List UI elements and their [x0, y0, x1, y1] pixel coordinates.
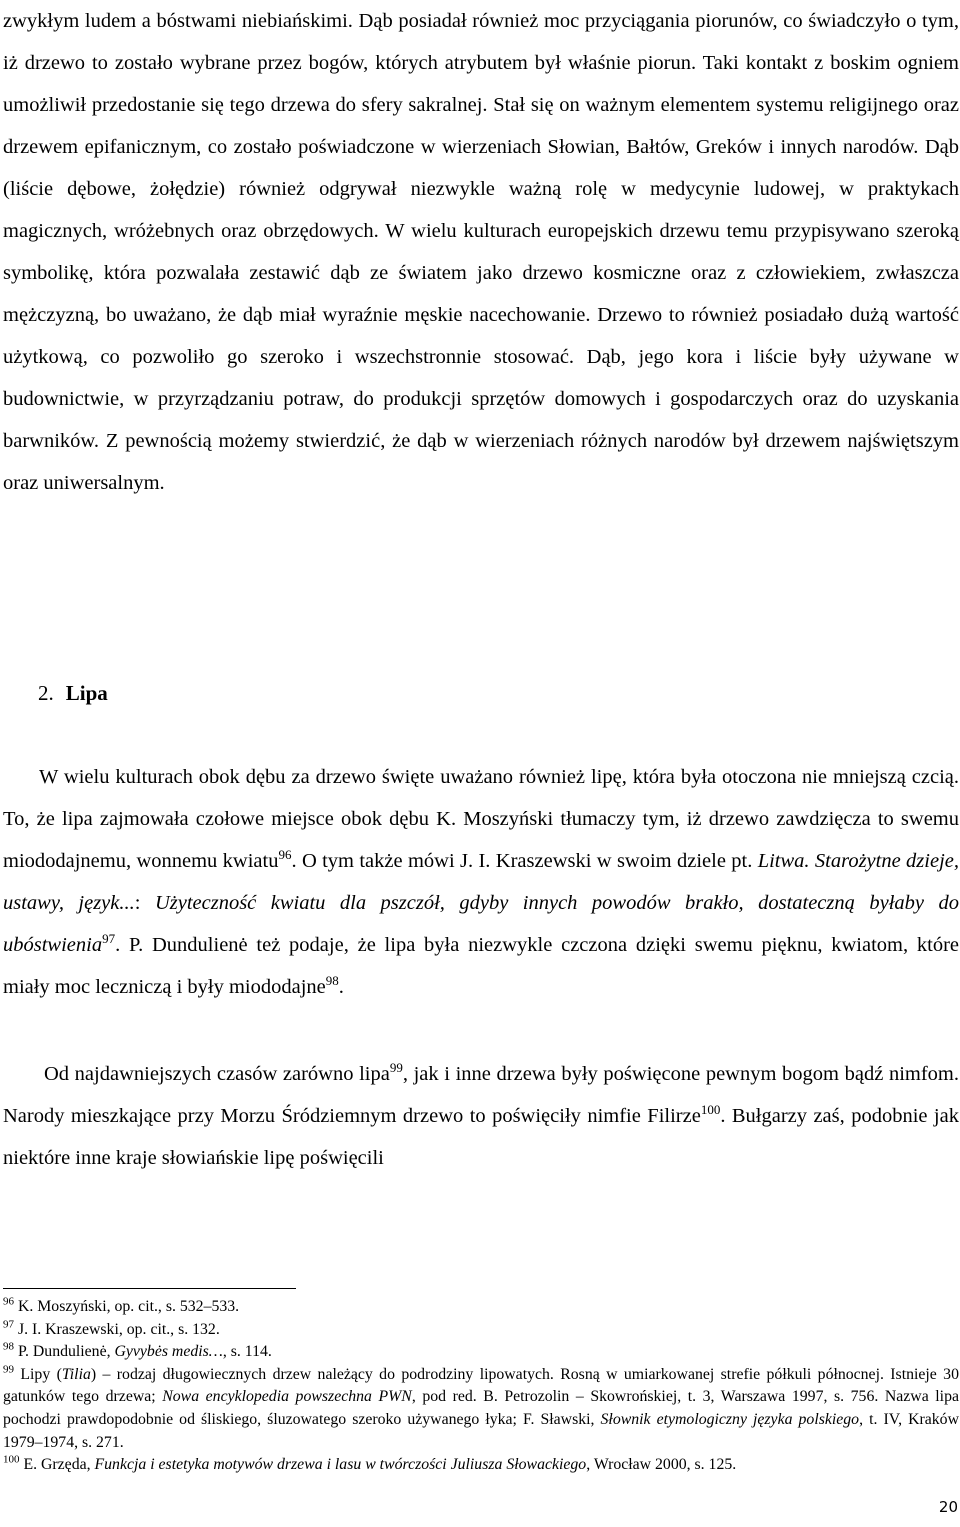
footnotes-section	[3, 1296, 959, 1477]
footnote-ref-98[interactable]: 98	[325, 973, 339, 989]
paragraph-linden-2	[3, 1053, 959, 1179]
text-run: .	[338, 976, 344, 998]
page-number: 20	[938, 1498, 958, 1516]
text-run: . O tym także mówi J. I. Kraszewski w swoim dziele pt.	[291, 850, 758, 872]
footnote-italic: Funkcja i estetyka motywów drzewa i lasu w twórczości Juliusza Słowackiego	[94, 1456, 587, 1474]
footnote-text: J. I. Kraszewski, op. cit., s. 132.	[14, 1320, 220, 1338]
text-run: , jak i inne drzewa były poświęcone pewnym bogom bądź nimfom. Narody mieszkające przy Morzu Śródziemnym drzewo to poświęciły nimfie Filirze	[3, 1063, 959, 1127]
footnote-italic: Słownik etymologiczny języka polskiego	[600, 1410, 860, 1428]
footnote-ref-96[interactable]: 96	[278, 847, 292, 863]
footnote-italic: Nowa encyklopedia powszechna PWN	[162, 1388, 412, 1406]
footnote-number: 100	[3, 1453, 20, 1466]
footnote-97	[3, 1319, 959, 1342]
footnote-100	[3, 1454, 959, 1477]
footnote-italic: Tilia	[61, 1365, 91, 1383]
footnote-text: E. Grzęda,	[19, 1456, 95, 1474]
paragraph-oak: zwykłym ludem a bóstwami niebiańskimi. Dąb posiadał również moc przyciągania piorunów, co świadczyło o tym, iż drzewo to zostało wybrane przez bogów, których atrybutem był właśnie piorun. Taki kontakt z boskim ogniem umożliwił przedostanie się tego drzewa do sfery sakralnej. Stał się on ważnym elementem systemu religijnego oraz drzewem epifanicznym, co zostało poświadczone w wierzeniach Słowian, Bałtów, Greków i innych narodów. Dąb (liście dębowe, żołędzie) również odgrywał niezwykle ważną rolę w medycynie ludowej, w praktykach magicznych, wróżebnych oraz obrzędowych. W wielu kulturach europejskich drzewu temu przypisywano szeroką symbolikę, która pozwalała zestawić dąb ze światem jako drzewo kosmiczne oraz z człowiekiem, zwłaszcza mężczyzną, bo uważano, że dąb miał wyraźnie męskie nacechowanie. Drzewo to również posiadało dużą wartość użytkową, co pozwoliło go szeroko i wszechstronnie stosować. Dąb, jego kora i liście były używane w budownictwie, w przyrządzaniu potraw, do produkcji sprzętów domowych i gospodarczych oraz do uzyskania barwników. Z pewnością możemy stwierdzić, że dąb w wierzeniach różnych narodów był drzewem najświętszym oraz uniwersalnym.	[3, 10, 959, 494]
footnote-number: 96	[3, 1295, 14, 1308]
footnote-text: , pod red. B. Petrozolin – Skowrońskiej, t. 3, Warszawa 1997, s. 756. Nazwa lipa pochodzi prawdopodobnie od śliskiego, śluzowatego szeroko używanego łyka; F. Sławski,	[3, 1388, 959, 1428]
footnote-text: ) – rodzaj długowiecznych drzew należący do podrodziny lipowatych. Rosną w umiarkowanej strefie półkuli północnej. Istnieje 30 gatunków tego drzewa;	[3, 1365, 959, 1406]
footnote-text: , Wrocław 2000, s. 125.	[586, 1456, 737, 1474]
text-run: W wielu kulturach obok dębu za drzewo święte uważano również lipę, która była otoczona nie mniejszą czcią. To, że lipa zajmowała czołowe miejsce obok dębu K. Moszyński tłumaczy tym, iż drzewo zawdzięcza to swemu miododajnemu, wonnemu kwiatu	[3, 766, 959, 872]
footnote-ref-99[interactable]: 99	[389, 1060, 403, 1076]
footnote-96	[3, 1296, 959, 1319]
text-run: . P. Dundulienė też podaje, że lipa była niezwykle czczona dzięki swemu pięknu, kwiatom, które miały moc leczniczą i były miododajne	[3, 934, 959, 998]
footnote-99	[3, 1364, 959, 1454]
text-run: . Bułgarzy zaś, podobnie jak niektóre inne kraje słowiańskie lipę poświęcili	[3, 1105, 959, 1169]
footnote-separator	[3, 1288, 296, 1289]
footnote-text: , s. 114.	[222, 1343, 272, 1361]
paragraph-linden-1	[3, 756, 959, 1008]
section-number: 2.	[38, 681, 54, 705]
footnote-number: 98	[3, 1340, 14, 1353]
footnote-98	[3, 1341, 959, 1364]
footnote-ref-97[interactable]: 97	[102, 931, 116, 947]
footnote-text: K. Moszyński, op. cit., s. 532–533.	[14, 1298, 240, 1315]
footnote-number: 97	[3, 1318, 14, 1331]
text-run: Od najdawniejszych czasów zarówno lipa	[44, 1063, 390, 1085]
footnote-number: 99	[3, 1363, 14, 1376]
italic-title-litwa: Litwa. Starożytne dzieje, ustawy, język...	[3, 850, 959, 914]
text-run: :	[134, 892, 155, 914]
section-heading	[38, 672, 108, 714]
footnote-text: P. Dundulienė,	[14, 1343, 115, 1361]
section-title: Lipa	[65, 681, 108, 705]
footnote-text: Lipy (	[14, 1365, 62, 1383]
footnote-ref-100[interactable]: 100	[700, 1102, 721, 1118]
footnote-italic: Gyvybės medis…	[114, 1343, 223, 1361]
footnote-text: , t. IV, Kraków 1979–1974, s. 271.	[3, 1410, 959, 1451]
italic-quote: Użyteczność kwiatu dla pszczół, gdyby innych powodów brakło, dostateczną byłaby do ubóstwienia	[3, 892, 959, 956]
